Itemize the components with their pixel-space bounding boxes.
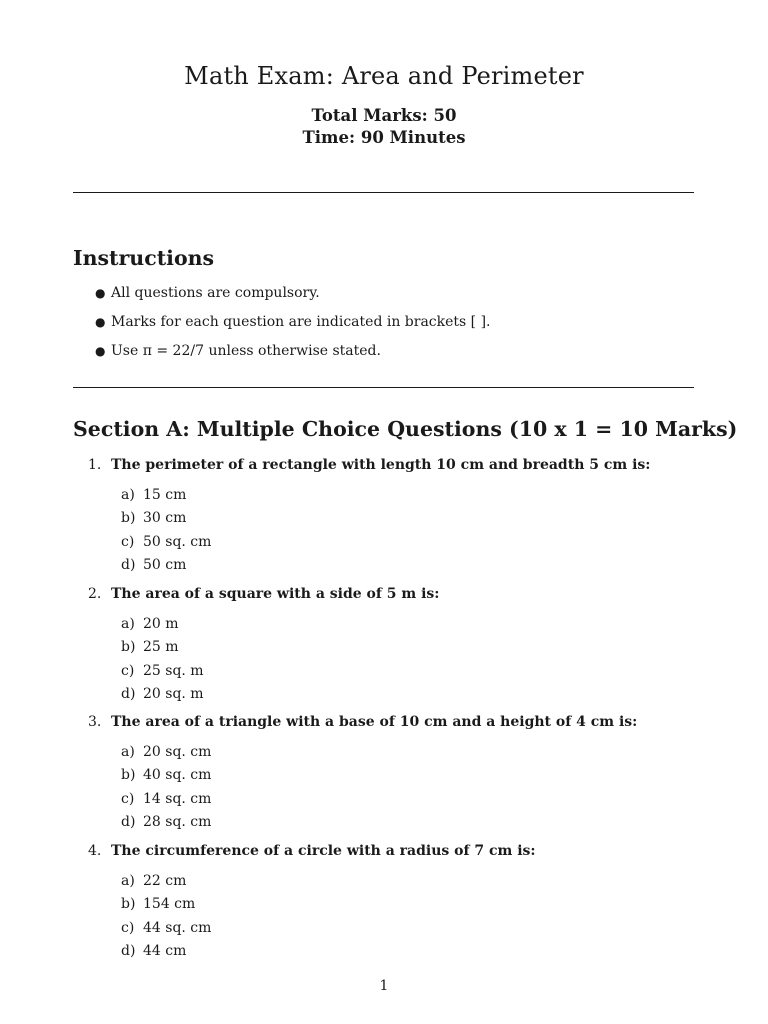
question-stem <box>88 842 708 860</box>
instructions-heading: Instructions <box>73 246 215 270</box>
question-3 <box>88 713 708 837</box>
bullet-icon: ● <box>95 344 106 358</box>
answer-option-d <box>88 813 708 836</box>
answer-option-d <box>88 685 708 708</box>
option-text: 14 sq. cm <box>143 790 212 807</box>
instruction-item <box>95 282 491 311</box>
option-letter: a) <box>121 873 135 889</box>
option-letter: d) <box>121 943 136 960</box>
question-number: 1. <box>88 457 102 473</box>
option-letter: d) <box>121 557 136 574</box>
option-letter: c) <box>121 533 135 550</box>
option-text: 50 cm <box>143 557 187 574</box>
option-letter: d) <box>121 686 136 703</box>
question-1 <box>88 456 708 580</box>
option-letter: b) <box>121 896 136 913</box>
option-text: 44 sq. cm <box>143 919 212 936</box>
option-text: 22 cm <box>143 873 187 889</box>
question-text: The area of a square with a side of 5 m is: <box>111 586 440 602</box>
bullet-icon: ● <box>95 286 106 300</box>
question-number: 2. <box>88 586 102 602</box>
instruction-item <box>95 311 491 340</box>
divider-top <box>73 192 694 193</box>
option-text: 25 sq. m <box>143 662 204 679</box>
answer-option-a <box>88 486 708 509</box>
question-2 <box>88 585 708 709</box>
answer-option-d <box>88 556 708 579</box>
total-marks: Total Marks: 50 <box>311 106 457 125</box>
answer-option-c <box>88 533 708 556</box>
answer-option-c <box>88 662 708 685</box>
question-text: The perimeter of a rectangle with length 10 cm and breadth 5 cm is: <box>111 457 651 473</box>
answer-option-b <box>88 509 708 532</box>
answer-option-b <box>88 638 708 661</box>
option-letter: b) <box>121 510 136 527</box>
option-letter: b) <box>121 767 136 784</box>
answer-options <box>88 486 708 580</box>
question-4 <box>88 842 708 966</box>
answer-option-b <box>88 766 708 789</box>
option-text: 40 sq. cm <box>143 767 212 784</box>
option-text: 25 m <box>143 639 179 656</box>
answer-option-d <box>88 942 708 965</box>
bullet-icon: ● <box>95 315 106 329</box>
instruction-text: Marks for each question are indicated in brackets [ ]. <box>111 314 491 330</box>
question-number: 4. <box>88 843 102 859</box>
answer-option-c <box>88 919 708 942</box>
option-letter: c) <box>121 662 135 679</box>
instruction-text: All questions are compulsory. <box>111 285 320 301</box>
answer-options <box>88 872 708 966</box>
option-letter: d) <box>121 814 136 831</box>
instruction-item <box>95 340 491 369</box>
option-text: 20 m <box>143 616 179 632</box>
option-text: 20 sq. m <box>143 686 204 703</box>
divider-middle <box>73 387 694 388</box>
instructions-list <box>95 282 491 369</box>
question-text: The area of a triangle with a base of 10 cm and a height of 4 cm is: <box>111 714 638 730</box>
option-letter: c) <box>121 919 135 936</box>
question-stem <box>88 585 708 603</box>
option-letter: b) <box>121 639 136 656</box>
option-letter: c) <box>121 790 135 807</box>
option-letter: a) <box>121 487 135 503</box>
option-text: 50 sq. cm <box>143 533 212 550</box>
option-text: 28 sq. cm <box>143 814 212 831</box>
page-title: Math Exam: Area and Perimeter <box>184 62 584 90</box>
answer-options <box>88 743 708 837</box>
option-text: 44 cm <box>143 943 187 960</box>
answer-option-a <box>88 615 708 638</box>
question-text: The circumference of a circle with a radius of 7 cm is: <box>111 843 536 859</box>
option-text: 154 cm <box>143 896 196 913</box>
option-text: 15 cm <box>143 487 187 503</box>
instruction-text: Use π = 22/7 unless otherwise stated. <box>111 343 381 359</box>
page-number: 1 <box>379 978 389 994</box>
answer-option-a <box>88 872 708 895</box>
exam-time: Time: 90 Minutes <box>302 128 466 147</box>
answer-option-b <box>88 895 708 918</box>
question-stem <box>88 713 708 731</box>
section-a-heading: Section A: Multiple Choice Questions (10 x 1 = 10 Marks) <box>73 417 738 441</box>
option-text: 30 cm <box>143 510 187 527</box>
answer-option-a <box>88 743 708 766</box>
option-letter: a) <box>121 616 135 632</box>
question-stem <box>88 456 708 474</box>
option-text: 20 sq. cm <box>143 744 212 760</box>
option-letter: a) <box>121 744 135 760</box>
answer-options <box>88 615 708 709</box>
question-number: 3. <box>88 714 102 730</box>
answer-option-c <box>88 790 708 813</box>
